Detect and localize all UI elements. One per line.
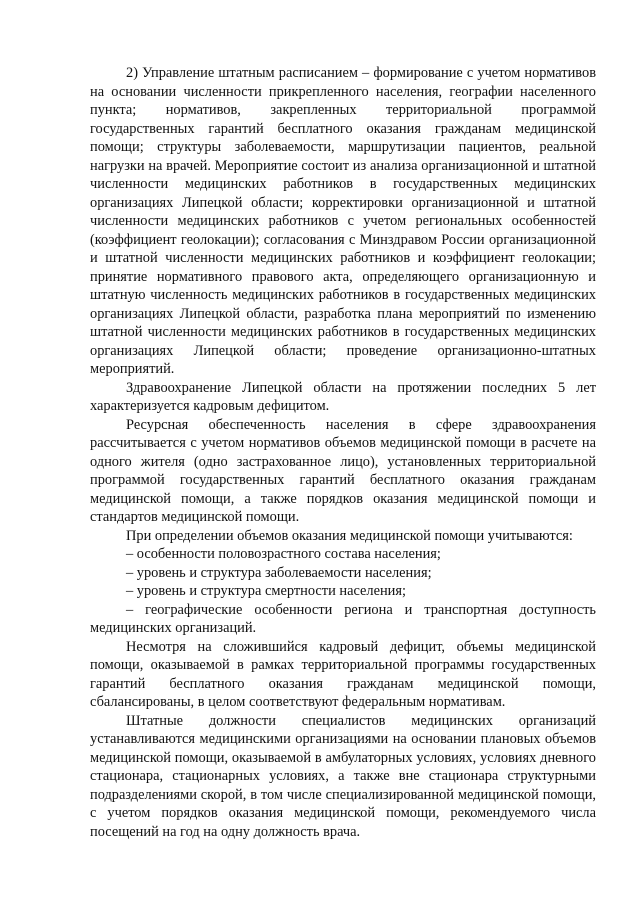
paragraph-staffing-management: 2) Управление штатным расписанием – формирование с учетом нормативов на основании численности прикрепленного населения, географии населенного пункта; нормативов, закрепленных территориальной программой государственных гарантий бесплатного оказания гражданам медицинской помощи; структуры заболеваемости, маршрутизации пациентов, реальной нагрузки на врачей. Мероприятие состоит из анализа организационной и штатной численности медицинских работников в государственных медицинских организациях Липецкой области; корректировки организационной и штатной численности медицинских работников с учетом региональных особенностей (коэффициент геолокации); согласования с Минздравом России организационной и штатной численности медицинских работников и коэффициент геолокации; принятие нормативного правового акта, определяющего организационную и штатную численность медицинских работников в государственных медицинских организациях Липецкой области, разработка плана мероприятий по изменению штатной численности медицинских работников в государственных медицинских организациях Липецкой области; проведение организационно-штатных мероприятий.	[90, 65, 596, 377]
list-item-morbidity: – уровень и структура заболеваемости населения;	[126, 564, 432, 581]
paragraph-resource-provision: Ресурсная обеспеченность населения в сфере здравоохранения рассчитывается с учетом нормативов объемов медицинской помощи в расчете на одного жителя (одно застрахованное лицо), установленных территориальной программой государственных гарантий бесплатного оказания гражданам медицинской помощи, а также порядков оказания медицинской помощи и стандартов медицинской помощи.	[90, 416, 596, 525]
paragraph-volume-factors-intro: При определении объемов оказания медицинской помощи учитываются:	[126, 527, 573, 544]
list-item-age-sex-composition: – особенности половозрастного состава населения;	[126, 546, 441, 562]
document-page	[90, 64, 596, 841]
paragraph-staff-positions: Штатные должности специалистов медицинских организаций устанавливаются медицинскими организациями на основании плановых объемов медицинской помощи, оказываемой в амбулаторных условиях, условиях дневного стационара, стационарных условиях, а также вне стационара структурными подразделениями скорой, в том числе специализированной медицинской помощи, с учетом порядков оказания медицинской помощи, рекомендуемого числа посещений на год на одну должность врача.	[90, 712, 596, 840]
list-item-mortality: – уровень и структура смертности населения;	[126, 583, 406, 599]
paragraph-staff-deficit: Здравоохранение Липецкой области на протяжении последних 5 лет характеризуется кадровым дефицитом.	[90, 379, 596, 414]
paragraph-balanced-volumes: Несмотря на сложившийся кадровый дефицит, объемы медицинской помощи, оказываемой в рамках территориальной программы государственных гарантий бесплатного оказания гражданам медицинской помощи, сбалансированы, в целом соответствуют федеральным нормативам.	[90, 638, 596, 710]
list-item-geography-accessibility: – географические особенности региона и транспортная доступность медицинских организаций.	[90, 601, 596, 636]
